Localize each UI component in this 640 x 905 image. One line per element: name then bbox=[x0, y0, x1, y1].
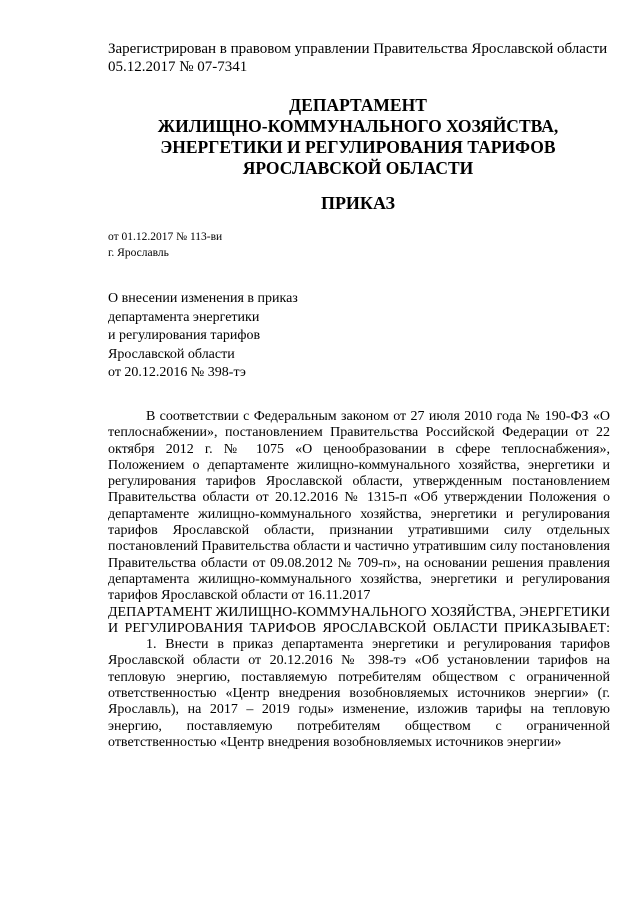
department-line-3: ЭНЕРГЕТИКИ И РЕГУЛИРОВАНИЯ ТАРИФОВ bbox=[160, 137, 556, 157]
order-subject bbox=[108, 290, 298, 383]
preamble-paragraph: В соответствии с Федеральным законом от 27 июля 2010 года № 190-ФЗ «О теплоснабжении», постановлением Правительства Российской Федерации от 22 октября 2012 г. № 1075 «О ценообразовании в сфере теплоснабжения», Положением о департаменте жилищно-коммунального хозяйства, энергетики и регулирования тарифов Ярославской области, утвержденным постановлением Правительства области от 20.12.2016 № 1315-п «Об утверждении Положения о департаменте жилищно-коммунального хозяйства, энергетики и регулирования тарифов Ярославской области, признании утратившими силу отдельных постановлений Правительства области и частично утратившим силу постановления Правительства области от 09.08.2012 № 709-п», на основании решения правления департамента жилищно-коммунального хозяйства, энергетики и регулирования тарифов Ярославской области от 16.11.2017 bbox=[108, 409, 610, 604]
order-date-number: от 01.12.2017 № 113-ви bbox=[108, 231, 223, 243]
registration-note bbox=[108, 40, 628, 76]
order-body bbox=[108, 409, 610, 751]
registration-line-1: Зарегистрирован в правовом управлении Правительства Ярославской области bbox=[108, 41, 608, 57]
subject-line-5: от 20.12.2016 № 398-тэ bbox=[108, 365, 246, 380]
department-line-4: ЯРОСЛАВСКОЙ ОБЛАСТИ bbox=[242, 158, 474, 178]
department-line-2: ЖИЛИЩНО-КОММУНАЛЬНОГО ХОЗЯЙСТВА, bbox=[157, 116, 559, 136]
subject-line-3: и регулирования тарифов bbox=[108, 328, 261, 343]
registration-line-2: 05.12.2017 № 07-7341 bbox=[108, 59, 248, 75]
order-meta bbox=[108, 229, 222, 261]
department-line-1: ДЕПАРТАМЕНТ bbox=[289, 95, 427, 115]
subject-line-1: О внесении изменения в приказ bbox=[108, 291, 298, 306]
subject-line-4: Ярославской области bbox=[108, 346, 235, 362]
department-heading bbox=[108, 95, 608, 179]
document-type-title: ПРИКАЗ bbox=[320, 193, 396, 213]
orders-paragraph: ДЕПАРТАМЕНТ ЖИЛИЩНО-КОММУНАЛЬНОГО ХОЗЯЙСТВА, ЭНЕРГЕТИКИ И РЕГУЛИРОВАНИЯ ТАРИФОВ ЯРОСЛАВСКОЙ ОБЛАСТИ ПРИКАЗЫВАЕТ: bbox=[108, 604, 610, 636]
order-city: г. Ярославль bbox=[108, 247, 169, 259]
item-1-paragraph: 1. Внести в приказ департамента энергетики и регулирования тарифов Ярославской области от 20.12.2016 № 398-тэ «Об установлении тарифов на тепловую энергию, поставляемую потребителям обществом с ограниченной ответственностью «Центр внедрения возобновляемых источников энергии» (г. Ярославль), на 2017 – 2019 годы» изменение, изложив тарифы на тепловую энергию, поставляемую потребителям обществом с ограниченной ответственностью «Центр внедрения возобновляемых источников энергии» bbox=[108, 637, 610, 750]
subject-line-2: департамента энергетики bbox=[108, 309, 260, 325]
